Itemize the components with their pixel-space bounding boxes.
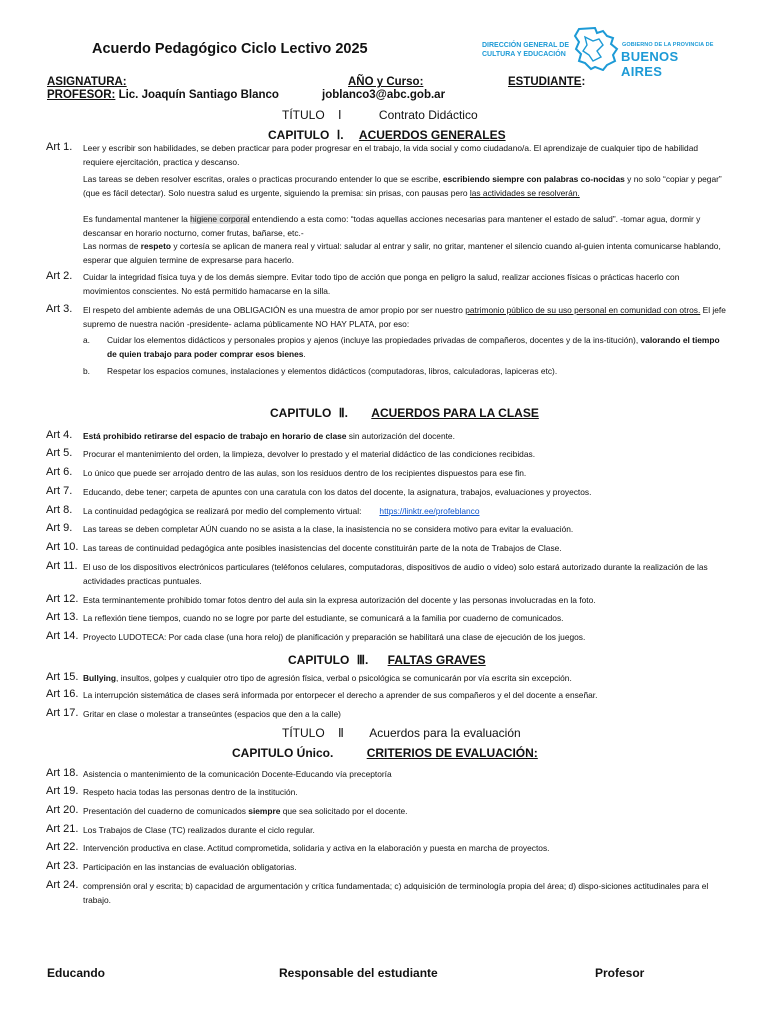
buenos-aires-label: BUENOS AIRES xyxy=(621,49,679,79)
profesor-line: PROFESOR: Lic. Joaquín Santiago Blanco xyxy=(47,89,279,101)
capitulo-1: CAPITULO Ⅰ. ACUERDOS GENERALES xyxy=(268,128,506,142)
art-22-text: Intervención productiva en clase. Actitud comprometida, solidaria y activa en la elaboración y puesta en marcha de proyectos. xyxy=(83,843,550,853)
art-17-label: Art 17. xyxy=(46,707,79,719)
art-3-b-marker: b. xyxy=(83,366,90,376)
art-17-text: Gritar en clase o molestar a transeúntes (espacios que den a la calle) xyxy=(83,709,341,719)
art-7-text: Educando, debe tener; carpeta de apuntes con una caratula con los datos del docente, la asignatura, trabajos, evaluaciones y proyectos. xyxy=(83,487,592,497)
art-1-p3: Es fundamental mantener la higiene corporal entendiendo a esta como: “todas aquellas acciones necesarias para mantener el estado de salud”. -tomar agua, dormir y descansar en horario nocturno, comer frutas, bañarse, etc.- xyxy=(83,214,701,238)
art-3-a-marker: a. xyxy=(83,335,90,345)
capitulo-unico: CAPITULO Único. CRITERIOS DE EVALUACIÓN: xyxy=(232,746,538,760)
art-1-p4: Las normas de respeto y cortesía se aplican de manera real y virtual: saludar al entrar y salir, no gritar, mantener el silencio cuando al-guien intenta comunicarse hablando, esperar que alguien termine de expresarse para hacerlo. xyxy=(83,241,721,265)
art-8-text: La continuidad pedagógica se realizará por medio del complemento virtual: https://linktr.ee/profeblanco xyxy=(83,506,480,516)
art-19-label: Art 19. xyxy=(46,785,79,797)
dgce-logo xyxy=(480,27,720,79)
art-22-label: Art 22. xyxy=(46,841,79,853)
art-14-text: Proyecto LUDOTECA: Por cada clase (una hora reloj) de planificación y preparación se habilitará una clase de ejecución de los juegos. xyxy=(83,632,586,642)
dgce-logo-text: DIRECCIÓN GENERAL DE CULTURA Y EDUCACIÓN xyxy=(482,42,569,58)
asignatura-label: ASIGNATURA: xyxy=(47,76,127,88)
art-1-p2: Las tareas se deben resolver escritas, orales o practicas procurando entender lo que se escribe, escribiendo siempre con palabras co-nocidas y no solo “copiar y pegar” (que es fácil detectar). Solo nuestra salud es urgente, siguiendo la premisa: sin prisas, con pausas pero las actividades se resolverán. xyxy=(83,174,722,198)
titulo-1: TÍTULO Ⅰ Contrato Didáctico xyxy=(282,108,478,122)
art-20-label: Art 20. xyxy=(46,804,79,816)
art-1-label: Art 1. xyxy=(46,141,73,153)
art-7-label: Art 7. xyxy=(46,485,73,497)
art-5-text: Procurar el mantenimiento del orden, la limpieza, devolver lo prestado y el material didáctico de las condiciones recibidas. xyxy=(83,449,536,459)
art-18-text: Asistencia o mantenimiento de la comunicación Docente-Educando vía preceptoría xyxy=(83,769,392,779)
footer-profesor: Profesor xyxy=(595,966,645,980)
art-23-label: Art 23. xyxy=(46,860,79,872)
linktree-link[interactable]: https://linktr.ee/profeblanco xyxy=(379,506,480,516)
art-12-label: Art 12. xyxy=(46,593,79,605)
estudiante-label: ESTUDIANTE: xyxy=(508,76,586,88)
page-title: Acuerdo Pedagógico Ciclo Lectivo 2025 xyxy=(92,41,368,57)
art-15-text: Bullying, insultos, golpes y cualquier otro tipo de agresión física, verbal o psicológica se comunicarán por vía escrita sin excepción. xyxy=(83,673,572,683)
art-3-a-text: Cuidar los elementos didácticos y personales propios y ajenos (incluye las propiedades privadas de compañeros, docentes y de la ins-titución), valorando el tiempo de quien trabajo para poder comprar esos bienes. xyxy=(107,335,720,359)
footer-educando: Educando xyxy=(47,966,106,980)
art-3-b-text: Respetar los espacios comunes, instalaciones y elementos didácticos (computadoras, libros, calculadoras, lapiceras etc). xyxy=(107,366,558,376)
art-24-label: Art 24. xyxy=(46,879,79,891)
art-2-label: Art 2. xyxy=(46,270,73,282)
anio-label: AÑO y Curso: xyxy=(348,76,424,88)
art-16-text: La interrupción sistemática de clases será informada por entorpecer el derecho a aprender de sus compañeros y el del docente a enseñar. xyxy=(83,690,598,700)
art-6-label: Art 6. xyxy=(46,466,73,478)
art-16-label: Art 16. xyxy=(46,688,79,700)
art-9-text: Las tareas se deben completar AÚN cuando no se asista a la clase, la inasistencia no se considera motivo para evitar la evaluación. xyxy=(83,524,574,534)
gob-label: GOBIERNO DE LA PROVINCIA DE xyxy=(622,42,714,48)
art-10-label: Art 10. xyxy=(46,541,79,553)
art-20-text: Presentación del cuaderno de comunicados siempre que sea solicitado por el docente. xyxy=(83,806,408,816)
titulo-2: TÍTULO Ⅱ Acuerdos para la evaluación xyxy=(282,726,521,740)
art-3-label: Art 3. xyxy=(46,303,73,315)
art-14-label: Art 14. xyxy=(46,630,79,642)
province-map-icon xyxy=(573,27,619,71)
capitulo-2: CAPITULO Ⅱ. ACUERDOS PARA LA CLASE xyxy=(270,406,539,420)
art-13-text: La reflexión tiene tiempos, cuando no se logre por parte del estudiante, se comunicará a la familia por cuaderno de comunicados. xyxy=(83,613,564,623)
art-15-label: Art 15. xyxy=(46,671,79,683)
art-19-text: Respeto hacia todas las personas dentro de la institución. xyxy=(83,787,298,797)
art-5-label: Art 5. xyxy=(46,447,73,459)
capitulo-3: CAPITULO Ⅲ. FALTAS GRAVES xyxy=(288,653,486,667)
art-8-label: Art 8. xyxy=(46,504,73,516)
art-18-label: Art 18. xyxy=(46,767,79,779)
email: joblanco3@abc.gob.ar xyxy=(322,89,446,101)
art-21-text: Los Trabajos de Clase (TC) realizados durante el ciclo regular. xyxy=(83,825,315,835)
art-12-text: Esta terminantemente prohibido tomar fotos dentro del aula sin la expresa autorización del docente y las personas involucradas en la foto. xyxy=(83,595,596,605)
art-4-label: Art 4. xyxy=(46,429,73,441)
art-24-text: comprensión oral y escrita; b) capacidad de argumentación y crítica fundamentada; c) adquisición de terminología propia del área; d) dispo-siciones actitudinales para el trabajo. xyxy=(83,881,709,905)
art-21-label: Art 21. xyxy=(46,823,79,835)
art-6-text: Lo único que puede ser arrojado dentro de las aulas, son los residuos dentro de los recipientes dispuestos para ese fin. xyxy=(83,468,527,478)
art-4-text: Está prohibido retirarse del espacio de trabajo en horario de clase sin autorización del docente. xyxy=(83,431,455,441)
art-3-text: El respeto del ambiente además de una OBLIGACIÓN es una muestra de amor propio por ser nuestro patrimonio público de su uso personal en comunidad con otros. El jefe supremo de nuestra nación -presidente- aclama públicamente NO HAY PLATA, por eso: xyxy=(83,305,726,329)
art-11-text: El uso de los dispositivos electrónicos particulares (teléfonos celulares, computadoras, dispositivos de audio o video) solo estará autorizado durante la realización de las actividades practicas puntuales. xyxy=(83,562,708,586)
art-2-text: Cuidar la integridad física tuya y de los demás siempre. Evitar todo tipo de acción que ponga en peligro la salud, realizar acciones físicas o prácticas hacerlo con movimientos conscientes. No está permitido hamacarse en la silla. xyxy=(83,272,680,296)
art-23-text: Participación en las instancias de evaluación obligatorias. xyxy=(83,862,297,872)
footer-responsable: Responsable del estudiante xyxy=(279,966,438,980)
art-9-label: Art 9. xyxy=(46,522,73,534)
art-1-p1: Leer y escribir son habilidades, se deben practicar para poder progresar en el trabajo, la vida social y como ciudadano/a. El aprendizaje de cualquier tipo de habilidad requiere ejercitación, practica y descanso. xyxy=(83,143,699,167)
art-10-text: Las tareas de continuidad pedagógica ante posibles inasistencias del docente constituirán parte de la nota de Trabajos de Clase. xyxy=(83,543,562,553)
art-11-label: Art 11. xyxy=(46,560,78,572)
art-13-label: Art 13. xyxy=(46,611,79,623)
